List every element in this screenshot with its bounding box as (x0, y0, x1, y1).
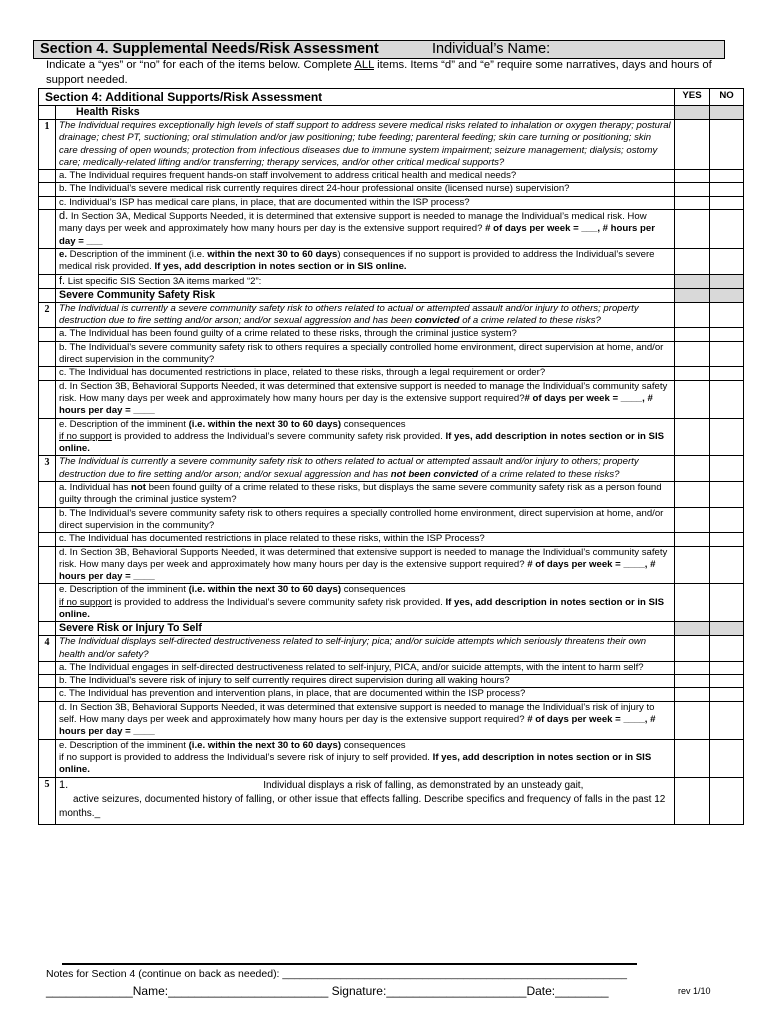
health-main-row (39, 120, 744, 170)
community2-d-row (39, 546, 744, 584)
self-injury-heading: Severe Risk or Injury To Self (56, 622, 675, 636)
no-checkbox[interactable] (710, 248, 744, 274)
yes-checkbox[interactable] (675, 120, 710, 170)
health-b: b. The Individual’s severe medical risk currently requires direct 24-hour professional onsite (licensed nurse) supervision? (56, 183, 675, 196)
yes-checkbox[interactable] (675, 456, 710, 482)
community2-b-row (39, 507, 744, 533)
community2-b: b. The Individual’s severe community safety risk to others requires a specially controlled home environment, direct supervision at home, and/or direct supervision in the community? (56, 507, 675, 533)
yes-checkbox[interactable] (675, 183, 710, 196)
yes-checkbox[interactable] (675, 196, 710, 209)
item-number: 1 (39, 120, 56, 170)
community-e-row (39, 418, 744, 456)
yes-checkbox[interactable] (675, 170, 710, 183)
table-title: Section 4: Additional Supports/Risk Assessment (39, 89, 675, 106)
no-checkbox[interactable] (710, 777, 744, 824)
community2-e[interactable]: e. Description of the imminent (i.e. within the next 30 to 60 days) consequences if no support is provided to address the Individual’s severe community safety risk provided. If yes, add description in notes section or in SIS online. (56, 584, 675, 622)
community-c-row (39, 367, 744, 380)
self-injury-d[interactable]: d. In Section 3B, Behavioral Supports Needed, it was determined that extensive support is needed to manage the Individual’s risk of injury to self. How many days per week and approximately how many hours per day is the extensive support required? # of days per week = ____, # hours per day = ____ (56, 701, 675, 739)
revision-label: rev 1/10 (678, 986, 711, 996)
community2-e-row (39, 584, 744, 622)
no-cell (710, 288, 744, 302)
no-checkbox[interactable] (710, 341, 744, 367)
instructions: Indicate a “yes” or “no” for each of the items below. Complete ALL items. Items “d” and “e” require some narratives, days and hours of support needed. (46, 59, 712, 86)
yes-checkbox[interactable] (675, 661, 710, 674)
yes-checkbox[interactable] (675, 701, 710, 739)
no-checkbox[interactable] (710, 328, 744, 341)
health-question: The Individual requires exceptionally high levels of staff support to address severe medical risks related to inhalation or oxygen therapy; postural drainage; chest PT, suctioning; oral stimulation and/or jaw positioning; tube feeding; parenteral feeding; skin care turning or positioning; skin care dressing of open wounds; protection from infectious diseases due to immune system impairment; seizure management; dialysis; ostomy care; medically-related lifting and/or transferring; therapy services, and/or other critical medical supports? (56, 120, 675, 170)
community-b-row (39, 341, 744, 367)
yes-checkbox[interactable] (675, 328, 710, 341)
health-risks-heading: Health Risks (56, 106, 675, 120)
yes-cell (675, 274, 710, 288)
no-checkbox[interactable] (710, 120, 744, 170)
community-main-row (39, 302, 744, 328)
health-b-row (39, 183, 744, 196)
health-a-row (39, 170, 744, 183)
yes-cell (675, 288, 710, 302)
health-d-row (39, 210, 744, 249)
table-title-row (39, 89, 744, 106)
self-injury-b-row (39, 675, 744, 688)
no-checkbox[interactable] (710, 688, 744, 701)
no-checkbox[interactable] (710, 482, 744, 508)
yes-checkbox[interactable] (675, 584, 710, 622)
community2-a: a. Individual has not been found guilty of a crime related to these risks, but displays the same severe community safety risk as a person found guilty through the criminal justice system? (56, 482, 675, 508)
yes-checkbox[interactable] (675, 210, 710, 249)
community-a: a. The Individual has been found guilty of a crime related to these risks, through the criminal justice system? (56, 328, 675, 341)
falls-question[interactable]: 1. Individual displays a risk of falling, as demonstrated by an unsteady gait, active seizures, documented history of falling, or other issue that effects falling. Describe specifics and frequency of falls in the past 12 months._ (56, 777, 675, 824)
community2-a-row (39, 482, 744, 508)
yes-cell (675, 622, 710, 636)
health-risks-heading-row (39, 106, 744, 120)
falls-answer-line (62, 963, 637, 965)
yes-checkbox[interactable] (675, 777, 710, 824)
self-injury-a: a. The Individual engages in self-directed destructiveness related to self-injury, PICA, and/or suicide attempts, with the intent to harm self? (56, 661, 675, 674)
item-number: 2 (39, 302, 56, 328)
yes-checkbox[interactable] (675, 636, 710, 662)
community-e[interactable]: e. Description of the imminent (i.e. within the next 30 to 60 days) consequences if no support is provided to address the Individual’s severe community safety risk provided. If yes, add description in notes section or in SIS online. (56, 418, 675, 456)
all-emphasis: ALL (354, 59, 374, 71)
no-checkbox[interactable] (710, 533, 744, 546)
section-title: Section 4. Supplemental Needs/Risk Assessment (40, 41, 379, 57)
yes-checkbox[interactable] (675, 482, 710, 508)
no-checkbox[interactable] (710, 302, 744, 328)
no-header: NO (710, 89, 744, 106)
self-injury-e-row (39, 739, 744, 777)
yes-checkbox[interactable] (675, 367, 710, 380)
no-checkbox[interactable] (710, 183, 744, 196)
no-cell (710, 274, 744, 288)
yes-checkbox[interactable] (675, 533, 710, 546)
self-injury-heading-row (39, 622, 744, 636)
yes-checkbox[interactable] (675, 507, 710, 533)
self-injury-c-row (39, 688, 744, 701)
no-checkbox[interactable] (710, 170, 744, 183)
no-checkbox[interactable] (710, 701, 744, 739)
individual-name-label[interactable]: Individual’s Name: (432, 41, 551, 57)
self-injury-question: The Individual displays self-directed destructiveness related to self-injury; pica; and/or suicide attempts which seriously threatens their own health and/or safety? (56, 636, 675, 662)
community-risk-heading-row (39, 288, 744, 302)
yes-checkbox[interactable] (675, 380, 710, 418)
no-cell (710, 622, 744, 636)
community2-main-row (39, 456, 744, 482)
no-checkbox[interactable] (710, 636, 744, 662)
no-checkbox[interactable] (710, 546, 744, 584)
no-checkbox[interactable] (710, 675, 744, 688)
health-c-row (39, 196, 744, 209)
item-number: 4 (39, 636, 56, 662)
no-checkbox[interactable] (710, 196, 744, 209)
no-checkbox[interactable] (710, 418, 744, 456)
health-f-row (39, 274, 744, 288)
no-cell (710, 106, 744, 120)
yes-checkbox[interactable] (675, 675, 710, 688)
yes-checkbox[interactable] (675, 341, 710, 367)
section-header-bar (33, 40, 725, 59)
item-number: 5 (39, 777, 56, 824)
community-a-row (39, 328, 744, 341)
no-checkbox[interactable] (710, 507, 744, 533)
self-injury-a-row (39, 661, 744, 674)
yes-checkbox[interactable] (675, 248, 710, 274)
notes-line[interactable]: Notes for Section 4 (continue on back as needed): ___________________________________________________________ (46, 968, 627, 980)
no-checkbox[interactable] (710, 367, 744, 380)
yes-header: YES (675, 89, 710, 106)
self-injury-c: c. The Individual has prevention and intervention plans, in place, that are documented within the ISP process? (56, 688, 675, 701)
community-d[interactable]: d. In Section 3B, Behavioral Supports Needed, it was determined that extensive support is needed to manage the Individual’s community safety risk. How many days per week and approximately how many hours per day is the extensive support required?# of days per week = ____, # hours per day = ____ (56, 380, 675, 418)
no-checkbox[interactable] (710, 584, 744, 622)
yes-checkbox[interactable] (675, 739, 710, 777)
no-checkbox[interactable] (710, 661, 744, 674)
yes-cell (675, 106, 710, 120)
self-injury-d-row (39, 701, 744, 739)
community2-c-row (39, 533, 744, 546)
yes-checkbox[interactable] (675, 302, 710, 328)
health-a: a. The Individual requires frequent hands-on staff involvement to address critical health and medical needs? (56, 170, 675, 183)
yes-checkbox[interactable] (675, 546, 710, 584)
yes-checkbox[interactable] (675, 688, 710, 701)
community-risk-heading: Severe Community Safety Risk (56, 288, 675, 302)
item-number: 3 (39, 456, 56, 482)
assessment-table (38, 88, 744, 825)
self-injury-main-row (39, 636, 744, 662)
community2-question: The Individual is currently a severe community safety risk to others related to actual or attempted assault and/or injury to others; property destruction due to fire setting and/or arson; and/or sexual aggression and has not been convicted of a crime related to these risks? (56, 456, 675, 482)
no-checkbox[interactable] (710, 456, 744, 482)
no-checkbox[interactable] (710, 739, 744, 777)
self-injury-b: b. The Individual’s severe risk of injury to self currently requires direct supervision during all waking hours? (56, 675, 675, 688)
community-b: b. The Individual’s severe community safety risk to others requires a specially controlled home environment, direct supervision at home, and/or direct supervision in the community? (56, 341, 675, 367)
community2-d[interactable]: d. In Section 3B, Behavioral Supports Needed, it was determined that extensive support is needed to manage the Individual’s community safety risk. How many days per week and approximately how many hours per day is the extensive support required? # of days per week = ____, # hours per day = ____ (56, 546, 675, 584)
falls-row (39, 777, 744, 824)
self-injury-e[interactable]: e. Description of the imminent (i.e. within the next 30 to 60 days) consequences if no support is provided to address the Individual’s severe risk of injury to self provided. If yes, add description in notes section or in SIS online. (56, 739, 675, 777)
community-question: The Individual is currently a severe community safety risk to others related to actual or attempted assault and/or injury to others; property destruction due to fire setting and/or arson; and/or sexual aggression and has been convicted of a crime related to these risks? (56, 302, 675, 328)
no-checkbox[interactable] (710, 210, 744, 249)
signature-line[interactable]: _____________Name:________________________ Signature:_____________________Date:________ (46, 984, 609, 998)
health-e[interactable]: e. Description of the imminent (i.e. within the next 30 to 60 days) consequences if no support is provided to address the Individual’s severe medical risk provided. If yes, add description in notes section or in SIS online. (56, 248, 675, 274)
yes-checkbox[interactable] (675, 418, 710, 456)
health-f[interactable]: f. List specific SIS Section 3A items marked “2”: (56, 274, 675, 288)
community2-c: c. The Individual has documented restrictions in place related to these risks, within the ISP Process? (56, 533, 675, 546)
community-c: c. The Individual has documented restrictions in place, related to these risks, through a legal requirement or order? (56, 367, 675, 380)
community-d-row (39, 380, 744, 418)
health-e-row (39, 248, 744, 274)
health-c: c. Individual’s ISP has medical care plans, in place, that are documented within the ISP process? (56, 196, 675, 209)
no-checkbox[interactable] (710, 380, 744, 418)
health-d[interactable]: d. In Section 3A, Medical Supports Needed, it is determined that extensive support is needed to manage the Individual’s medical risk. How many days per week and approximately how many hours per day is the extensive support required? # of days per week = ___, # hours per day = ___ (56, 210, 675, 249)
